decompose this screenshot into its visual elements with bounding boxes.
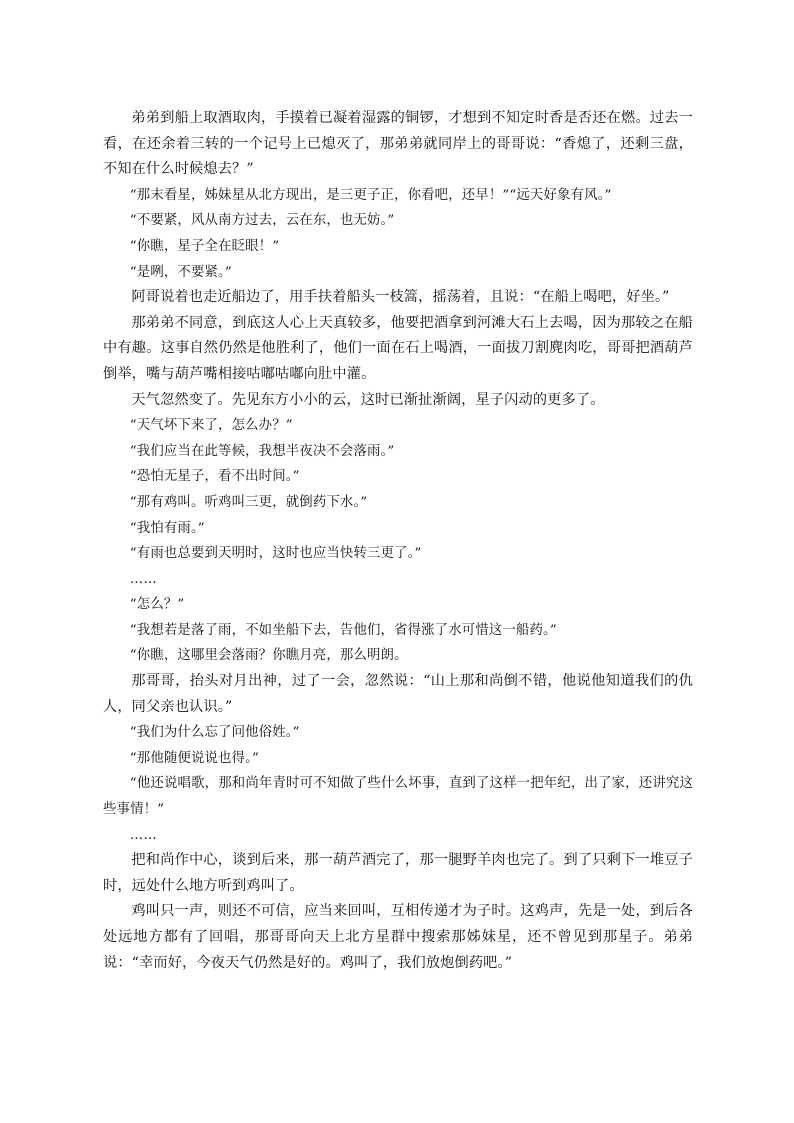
paragraph: 弟弟到船上取酒取肉，手摸着已凝着湿露的铜锣，才想到不知定时香是否还在燃。过去一看，在还余着三转的一个记号上已熄灭了，那弟弟就同岸上的哥哥说：“香熄了，还剩三盘，不知在什么时候熄去？” — [103, 110, 693, 178]
paragraph: “那他随便说说也得。” — [129, 750, 259, 766]
paragraph: “我们应当在此等候，我想半夜决不会落雨。” — [129, 443, 395, 459]
paragraph: “他还说唱歌，那和尚年青时可不知做了些什么坏事，直到了这样一把年纪，出了家，还讲究这些事情！” — [103, 776, 693, 818]
paragraph: 阿哥说着也走近船边了，用手扶着船头一枝篙，摇荡着，且说：“在船上喝吧，好坐。” — [131, 289, 670, 306]
paragraph: 那弟弟不同意，到底这人心上天真较多，他要把酒拿到河滩大石上去喝，因为那较之在船中有趣。这事自然仍然是他胜利了，他们一面在石上喝酒，一面拔刀割麂肉吃，哥哥把酒葫芦倒举，嘴与葫芦嘴相接咕嘟咕嘟向肚中灌。 — [103, 314, 693, 382]
paragraph: “不要紧，风从南方过去，云在东，也无妨。” — [129, 213, 395, 229]
paragraph: 那哥哥，抬头对月出神，过了一会，忽然说：“山上那和尚倒不错，他说他知道我们的仇人，同父亲也认识。” — [103, 673, 693, 715]
paragraph: “天气坏下来了，怎么办？” — [129, 418, 293, 434]
ellipsis-line: …… — [129, 571, 157, 587]
story-text — [103, 106, 693, 976]
paragraph: “那末看星，姊妹星从北方现出，是三更子正，你看吧，还早！”“远天好象有风。” — [129, 187, 612, 203]
paragraph: “那有鸡叫。听鸡叫三更，就倒药下水。” — [129, 494, 368, 510]
paragraph: 天气忽然变了。先见东方小小的云，这时已渐扯渐阔，星子闪动的更多了。 — [131, 391, 605, 408]
paragraph: “有雨也总要到天明时，这时也应当快转三更了。” — [129, 546, 422, 562]
ellipsis-line: …… — [129, 827, 157, 843]
paragraph: 把和尚作中心，谈到后来，那一葫芦酒完了，那一腿野羊肉也完了。到了只剩下一堆豆子时，远处什么地方听到鸡叫了。 — [103, 852, 693, 894]
paragraph: “你瞧，星子全在眨眼！” — [129, 238, 280, 254]
paragraph: “我怕有雨。” — [129, 520, 205, 536]
paragraph: “恐怕无星子，看不出时间。” — [129, 469, 300, 485]
paragraph: “你瞧，这哪里会落雨？你瞧月亮，那么明朗。 — [129, 648, 408, 664]
paragraph: “怎么？” — [129, 597, 185, 613]
paragraph: “我想若是落了雨，不如坐船下去，告他们，省得涨了水可惜这一船药。” — [129, 622, 557, 638]
paragraph: “是咧，不要紧。” — [129, 264, 232, 280]
paragraph: 鸡叫只一声，则还不可信，应当来回叫，互相传递才为子时。这鸡声，先是一处，到后各处远地方都有了回唱，那哥哥向天上北方星群中搜索那姊妹星，还不曾见到那星子。弟弟说：“幸而好，今夜天气仍然是好的。鸡叫了，我们放炮倒药吧。” — [103, 903, 693, 971]
paragraph: “我们为什么忘了问他俗姓。” — [129, 725, 300, 741]
